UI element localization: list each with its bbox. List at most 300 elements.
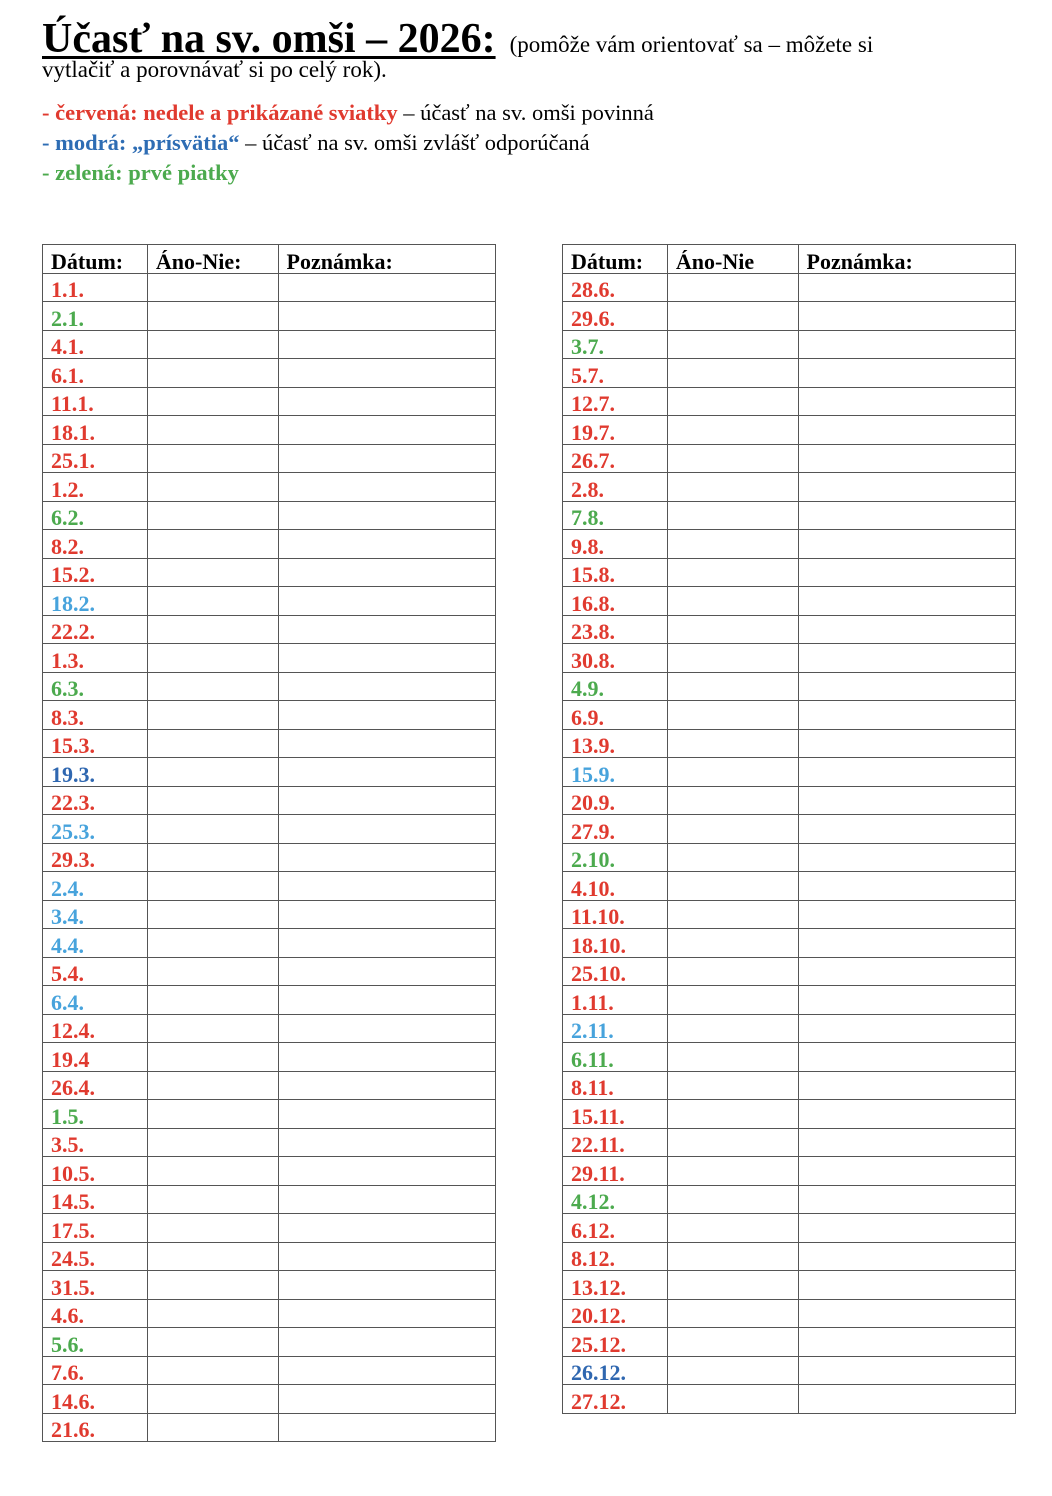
yes-no-cell[interactable]: [147, 530, 278, 559]
yes-no-cell[interactable]: [147, 501, 278, 530]
date-cell: 1.3.: [43, 644, 148, 673]
note-cell[interactable]: [278, 1185, 496, 1214]
note-cell[interactable]: [278, 1242, 496, 1271]
table-row: [563, 929, 1016, 958]
yes-no-cell[interactable]: [667, 1214, 798, 1243]
date-cell: 14.6.: [43, 1385, 148, 1414]
note-cell[interactable]: [798, 1071, 1016, 1100]
yes-no-cell[interactable]: [667, 815, 798, 844]
table-row: [43, 444, 496, 473]
yes-no-cell[interactable]: [147, 1271, 278, 1300]
table-row: [563, 815, 1016, 844]
yes-no-cell[interactable]: [667, 587, 798, 616]
note-cell[interactable]: [278, 302, 496, 331]
date-cell: 5.4.: [43, 957, 148, 986]
yes-no-cell[interactable]: [667, 387, 798, 416]
note-cell[interactable]: [798, 558, 1016, 587]
note-cell[interactable]: [278, 1356, 496, 1385]
date-cell: 4.6.: [43, 1299, 148, 1328]
yes-no-cell[interactable]: [667, 1356, 798, 1385]
yes-no-cell[interactable]: [667, 1128, 798, 1157]
note-cell[interactable]: [278, 473, 496, 502]
table-row: [43, 587, 496, 616]
note-cell[interactable]: [278, 615, 496, 644]
table-row: [43, 986, 496, 1015]
yes-no-cell[interactable]: [667, 530, 798, 559]
table-row: [563, 1328, 1016, 1357]
note-cell[interactable]: [798, 957, 1016, 986]
yes-no-cell[interactable]: [667, 1385, 798, 1414]
yes-no-cell[interactable]: [147, 872, 278, 901]
note-cell[interactable]: [798, 444, 1016, 473]
note-cell[interactable]: [798, 872, 1016, 901]
date-cell: 27.9.: [563, 815, 668, 844]
yes-no-cell[interactable]: [147, 587, 278, 616]
date-cell: 2.8.: [563, 473, 668, 502]
table-row: [563, 872, 1016, 901]
legend-item-red: - červená: nedele a prikázané sviatky – účasť na sv. omši povinná: [42, 100, 654, 125]
note-cell[interactable]: [798, 501, 1016, 530]
note-cell[interactable]: [798, 1128, 1016, 1157]
date-cell: 6.9.: [563, 701, 668, 730]
note-cell[interactable]: [278, 330, 496, 359]
table-row: [43, 530, 496, 559]
page-header: [42, 16, 1032, 188]
date-cell: 6.11.: [563, 1043, 668, 1072]
note-cell[interactable]: [798, 701, 1016, 730]
table-row: [43, 1242, 496, 1271]
table-row: [43, 1185, 496, 1214]
table-row: [563, 786, 1016, 815]
note-cell[interactable]: [798, 672, 1016, 701]
yes-no-cell[interactable]: [147, 729, 278, 758]
note-cell[interactable]: [278, 644, 496, 673]
note-cell[interactable]: [278, 1328, 496, 1357]
yes-no-cell[interactable]: [147, 701, 278, 730]
yes-no-cell[interactable]: [147, 1242, 278, 1271]
table-row: [43, 815, 496, 844]
table-row: [43, 758, 496, 787]
yes-no-cell[interactable]: [667, 615, 798, 644]
date-cell: 2.4.: [43, 872, 148, 901]
date-cell: 7.6.: [43, 1356, 148, 1385]
date-cell: 19.4: [43, 1043, 148, 1072]
note-cell[interactable]: [798, 815, 1016, 844]
yes-no-cell[interactable]: [147, 986, 278, 1015]
note-cell[interactable]: [278, 387, 496, 416]
note-cell[interactable]: [798, 1356, 1016, 1385]
date-cell: 8.3.: [43, 701, 148, 730]
date-cell: 11.1.: [43, 387, 148, 416]
note-cell[interactable]: [798, 1185, 1016, 1214]
table-row: [563, 530, 1016, 559]
yes-no-cell[interactable]: [147, 1157, 278, 1186]
table-row: [43, 273, 496, 302]
yes-no-cell[interactable]: [147, 1071, 278, 1100]
note-cell[interactable]: [798, 786, 1016, 815]
date-cell: 25.10.: [563, 957, 668, 986]
table-row: [43, 330, 496, 359]
date-cell: 15.11.: [563, 1100, 668, 1129]
note-cell[interactable]: [278, 273, 496, 302]
yes-no-cell[interactable]: [147, 1299, 278, 1328]
yes-no-cell[interactable]: [667, 701, 798, 730]
yes-no-cell[interactable]: [667, 1185, 798, 1214]
date-cell: 29.11.: [563, 1157, 668, 1186]
note-cell[interactable]: [798, 1271, 1016, 1300]
date-cell: 26.4.: [43, 1071, 148, 1100]
table-row: [563, 359, 1016, 388]
note-cell[interactable]: [798, 1157, 1016, 1186]
note-cell[interactable]: [278, 786, 496, 815]
yes-no-cell[interactable]: [147, 843, 278, 872]
note-cell[interactable]: [278, 729, 496, 758]
table-row: [43, 501, 496, 530]
yes-no-cell[interactable]: [667, 302, 798, 331]
note-cell[interactable]: [278, 758, 496, 787]
yes-no-cell[interactable]: [147, 1328, 278, 1357]
table-row: [43, 1157, 496, 1186]
yes-no-cell[interactable]: [667, 1328, 798, 1357]
note-cell[interactable]: [798, 1100, 1016, 1129]
table-row: [563, 900, 1016, 929]
date-cell: 29.6.: [563, 302, 668, 331]
yes-no-cell[interactable]: [667, 957, 798, 986]
note-cell[interactable]: [798, 758, 1016, 787]
yes-no-cell[interactable]: [147, 558, 278, 587]
date-cell: 24.5.: [43, 1242, 148, 1271]
yes-no-cell[interactable]: [147, 1185, 278, 1214]
yes-no-cell[interactable]: [667, 1299, 798, 1328]
table-row: [43, 1043, 496, 1072]
note-cell[interactable]: [278, 1385, 496, 1414]
date-cell: 26.7.: [563, 444, 668, 473]
date-cell: 22.3.: [43, 786, 148, 815]
color-legend: [42, 98, 1032, 188]
note-cell[interactable]: [278, 501, 496, 530]
note-cell[interactable]: [278, 1043, 496, 1072]
date-cell: 27.12.: [563, 1385, 668, 1414]
table-row: [563, 1356, 1016, 1385]
note-cell[interactable]: [278, 587, 496, 616]
note-cell[interactable]: [798, 729, 1016, 758]
header-date: Dátum:: [43, 245, 148, 274]
date-cell: 2.10.: [563, 843, 668, 872]
table-row: [43, 672, 496, 701]
note-cell[interactable]: [798, 644, 1016, 673]
table-row: [43, 872, 496, 901]
yes-no-cell[interactable]: [147, 1214, 278, 1243]
date-cell: 13.9.: [563, 729, 668, 758]
table-row: [43, 786, 496, 815]
yes-no-cell[interactable]: [147, 330, 278, 359]
date-cell: 25.1.: [43, 444, 148, 473]
date-cell: 14.5.: [43, 1185, 148, 1214]
note-cell[interactable]: [278, 1214, 496, 1243]
yes-no-cell[interactable]: [667, 273, 798, 302]
date-cell: 16.8.: [563, 587, 668, 616]
yes-no-cell[interactable]: [147, 473, 278, 502]
date-cell: 30.8.: [563, 644, 668, 673]
note-cell[interactable]: [798, 900, 1016, 929]
yes-no-cell[interactable]: [667, 729, 798, 758]
date-cell: 31.5.: [43, 1271, 148, 1300]
yes-no-cell[interactable]: [147, 672, 278, 701]
yes-no-cell[interactable]: [147, 1100, 278, 1129]
note-cell[interactable]: [798, 1299, 1016, 1328]
table-row: [563, 330, 1016, 359]
yes-no-cell[interactable]: [667, 1242, 798, 1271]
subtitle-part1: (pomôže vám orientovať sa – môžete si: [509, 32, 874, 57]
note-cell[interactable]: [798, 1014, 1016, 1043]
yes-no-cell[interactable]: [147, 1128, 278, 1157]
yes-no-cell[interactable]: [667, 1100, 798, 1129]
yes-no-cell[interactable]: [667, 672, 798, 701]
note-cell[interactable]: [278, 1071, 496, 1100]
note-cell[interactable]: [278, 530, 496, 559]
table-row: [43, 1014, 496, 1043]
note-cell[interactable]: [278, 1413, 496, 1442]
yes-no-cell[interactable]: [667, 986, 798, 1015]
yes-no-cell[interactable]: [147, 957, 278, 986]
yes-no-cell[interactable]: [667, 444, 798, 473]
yes-no-cell[interactable]: [147, 302, 278, 331]
table-row: [43, 1413, 496, 1442]
yes-no-cell[interactable]: [667, 359, 798, 388]
note-cell[interactable]: [798, 1385, 1016, 1414]
yes-no-cell[interactable]: [147, 786, 278, 815]
note-cell[interactable]: [278, 416, 496, 445]
date-cell: 18.1.: [43, 416, 148, 445]
date-cell: 6.3.: [43, 672, 148, 701]
date-cell: 3.5.: [43, 1128, 148, 1157]
note-cell[interactable]: [278, 444, 496, 473]
date-cell: 20.9.: [563, 786, 668, 815]
yes-no-cell[interactable]: [667, 1271, 798, 1300]
date-cell: 8.12.: [563, 1242, 668, 1271]
note-cell[interactable]: [278, 872, 496, 901]
attendance-table-right: [562, 244, 1016, 1414]
note-cell[interactable]: [798, 416, 1016, 445]
yes-no-cell[interactable]: [147, 273, 278, 302]
yes-no-cell[interactable]: [147, 644, 278, 673]
table-row: [563, 1242, 1016, 1271]
table-row: [43, 1299, 496, 1328]
yes-no-cell[interactable]: [667, 929, 798, 958]
date-cell: 15.3.: [43, 729, 148, 758]
yes-no-cell[interactable]: [667, 644, 798, 673]
note-cell[interactable]: [278, 1271, 496, 1300]
date-cell: 5.7.: [563, 359, 668, 388]
yes-no-cell[interactable]: [147, 1413, 278, 1442]
yes-no-cell[interactable]: [147, 929, 278, 958]
yes-no-cell[interactable]: [147, 416, 278, 445]
table-row: [563, 1128, 1016, 1157]
table-row: [563, 302, 1016, 331]
note-cell[interactable]: [798, 1242, 1016, 1271]
subtitle-part2: vytlačiť a porovnávať si po celý rok).: [42, 57, 387, 82]
note-cell[interactable]: [798, 1043, 1016, 1072]
note-cell[interactable]: [278, 1014, 496, 1043]
attendance-table-left: [42, 244, 496, 1442]
yes-no-cell[interactable]: [147, 815, 278, 844]
table-row: [43, 1128, 496, 1157]
header-note: Poznámka:: [798, 245, 1016, 274]
note-cell[interactable]: [798, 1214, 1016, 1243]
table-header-row: [563, 245, 1016, 274]
yes-no-cell[interactable]: [147, 387, 278, 416]
note-cell[interactable]: [278, 359, 496, 388]
yes-no-cell[interactable]: [147, 359, 278, 388]
note-cell[interactable]: [278, 1299, 496, 1328]
date-cell: 12.7.: [563, 387, 668, 416]
yes-no-cell[interactable]: [147, 444, 278, 473]
date-cell: 4.4.: [43, 929, 148, 958]
note-cell[interactable]: [278, 929, 496, 958]
note-cell[interactable]: [278, 1128, 496, 1157]
date-cell: 6.12.: [563, 1214, 668, 1243]
yes-no-cell[interactable]: [147, 900, 278, 929]
note-cell[interactable]: [798, 986, 1016, 1015]
title-line: [42, 16, 1032, 84]
yes-no-cell[interactable]: [667, 1071, 798, 1100]
note-cell[interactable]: [798, 330, 1016, 359]
note-cell[interactable]: [798, 387, 1016, 416]
table-row: [563, 473, 1016, 502]
yes-no-cell[interactable]: [667, 872, 798, 901]
note-cell[interactable]: [798, 843, 1016, 872]
yes-no-cell[interactable]: [667, 416, 798, 445]
note-cell[interactable]: [278, 672, 496, 701]
date-cell: 8.2.: [43, 530, 148, 559]
date-cell: 20.12.: [563, 1299, 668, 1328]
table-row: [563, 587, 1016, 616]
note-cell[interactable]: [798, 530, 1016, 559]
date-cell: 4.12.: [563, 1185, 668, 1214]
legend-item-blue: - modrá: „prísvätia“ – účasť na sv. omši zvlášť odporúčaná: [42, 130, 590, 155]
note-cell[interactable]: [798, 615, 1016, 644]
yes-no-cell[interactable]: [667, 843, 798, 872]
table-row: [563, 558, 1016, 587]
table-row: [43, 1271, 496, 1300]
date-cell: 1.11.: [563, 986, 668, 1015]
table-row: [563, 843, 1016, 872]
date-cell: 22.11.: [563, 1128, 668, 1157]
date-cell: 6.2.: [43, 501, 148, 530]
table-row: [563, 1271, 1016, 1300]
note-cell[interactable]: [798, 1328, 1016, 1357]
table-row: [43, 302, 496, 331]
date-cell: 10.5.: [43, 1157, 148, 1186]
date-cell: 25.3.: [43, 815, 148, 844]
table-row: [563, 1385, 1016, 1414]
table-row: [563, 729, 1016, 758]
date-cell: 22.2.: [43, 615, 148, 644]
yes-no-cell[interactable]: [667, 1043, 798, 1072]
date-cell: 1.1.: [43, 273, 148, 302]
note-cell[interactable]: [278, 815, 496, 844]
header-yes-no: Áno-Nie: [667, 245, 798, 274]
yes-no-cell[interactable]: [147, 1385, 278, 1414]
date-cell: 4.9.: [563, 672, 668, 701]
header-note: Poznámka:: [278, 245, 496, 274]
yes-no-cell[interactable]: [667, 1014, 798, 1043]
date-cell: 17.5.: [43, 1214, 148, 1243]
table-row: [43, 558, 496, 587]
table-row: [563, 644, 1016, 673]
yes-no-cell[interactable]: [667, 900, 798, 929]
table-row: [563, 957, 1016, 986]
note-cell[interactable]: [278, 558, 496, 587]
note-cell[interactable]: [798, 273, 1016, 302]
table-row: [563, 1185, 1016, 1214]
table-row: [563, 1043, 1016, 1072]
note-cell[interactable]: [278, 701, 496, 730]
note-cell[interactable]: [798, 302, 1016, 331]
note-cell[interactable]: [798, 587, 1016, 616]
table-row: [43, 729, 496, 758]
date-cell: 18.2.: [43, 587, 148, 616]
note-cell[interactable]: [798, 473, 1016, 502]
yes-no-cell[interactable]: [667, 330, 798, 359]
date-cell: 4.10.: [563, 872, 668, 901]
yes-no-cell[interactable]: [667, 558, 798, 587]
date-cell: 15.2.: [43, 558, 148, 587]
yes-no-cell[interactable]: [147, 1043, 278, 1072]
yes-no-cell[interactable]: [667, 1157, 798, 1186]
note-cell[interactable]: [278, 986, 496, 1015]
table-row: [43, 843, 496, 872]
note-cell[interactable]: [278, 1100, 496, 1129]
yes-no-cell[interactable]: [667, 501, 798, 530]
table-row: [43, 957, 496, 986]
page-title: Účasť na sv. omši – 2026:: [42, 16, 496, 62]
date-cell: 11.10.: [563, 900, 668, 929]
table-row: [563, 444, 1016, 473]
date-cell: 19.3.: [43, 758, 148, 787]
note-cell[interactable]: [278, 900, 496, 929]
table-row: [43, 615, 496, 644]
note-cell[interactable]: [278, 957, 496, 986]
legend-item-green: - zelená: prvé piatky: [42, 160, 239, 185]
table-row: [43, 1356, 496, 1385]
yes-no-cell[interactable]: [147, 615, 278, 644]
note-cell[interactable]: [278, 1157, 496, 1186]
date-cell: 29.3.: [43, 843, 148, 872]
yes-no-cell[interactable]: [147, 758, 278, 787]
note-cell[interactable]: [798, 359, 1016, 388]
date-cell: 6.1.: [43, 359, 148, 388]
table-row: [43, 1100, 496, 1129]
table-row: [563, 1014, 1016, 1043]
table-row: [43, 416, 496, 445]
date-cell: 23.8.: [563, 615, 668, 644]
table-row: [43, 1071, 496, 1100]
table-row: [563, 501, 1016, 530]
yes-no-cell[interactable]: [147, 1356, 278, 1385]
note-cell[interactable]: [798, 929, 1016, 958]
date-cell: 6.4.: [43, 986, 148, 1015]
yes-no-cell[interactable]: [667, 473, 798, 502]
table-row: [43, 1328, 496, 1357]
yes-no-cell[interactable]: [667, 786, 798, 815]
note-cell[interactable]: [278, 843, 496, 872]
date-cell: 21.6.: [43, 1413, 148, 1442]
yes-no-cell[interactable]: [667, 758, 798, 787]
table-row: [563, 701, 1016, 730]
date-cell: 8.11.: [563, 1071, 668, 1100]
yes-no-cell[interactable]: [147, 1014, 278, 1043]
